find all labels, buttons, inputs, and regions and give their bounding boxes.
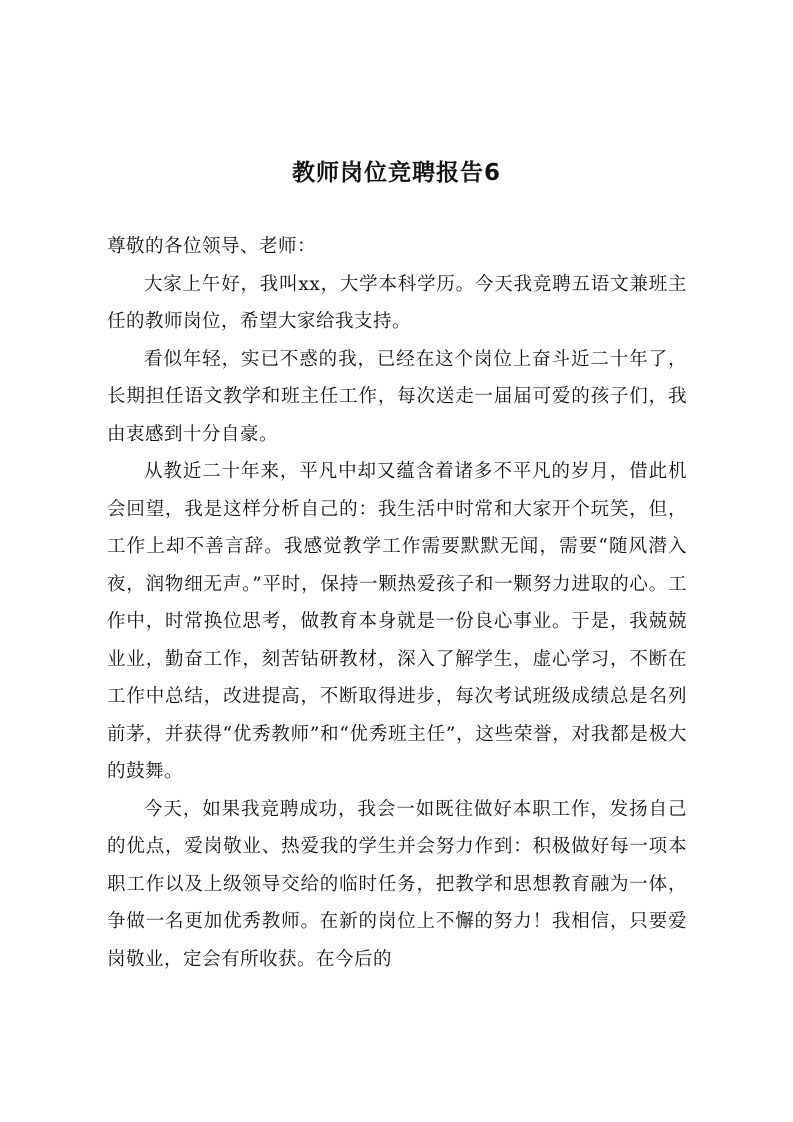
paragraph-4: 今天，如果我竞聘成功，我会一如既往做好本职工作，发扬自己的优点，爱岗敬业、热爱我的学生并会努力作到：积极做好每一项本职工作以及上级领导交给的临时任务，把教学和思想教育融为一体，争做一名更加优秀教师。在新的岗位上不懈的努力！我相信，只要爱岗敬业，定会有所收获。在今后的 xyxy=(107,798,687,970)
paragraph-1: 大家上午好，我叫xx，大学本科学历。今天我竞聘五语文兼班主任的教师岗位，希望大家给我支持。 xyxy=(107,273,687,332)
salutation: 尊敬的各位领导、老师： xyxy=(107,236,317,257)
paragraph-2: 看似年轻，实已不惑的我，已经在这个岗位上奋斗近二十年了，长期担任语文教学和班主任工作，每次送走一届届可爱的孩子们，我由衷感到十分自豪。 xyxy=(107,348,687,445)
document-title: 教师岗位竞聘报告6 xyxy=(291,160,501,186)
document-body xyxy=(107,228,687,978)
paragraph-3: 从教近二十年来，平凡中却又蕴含着诸多不平凡的岁月，借此机会回望，我是这样分析自己的：我生活中时常和大家开个玩笑，但，工作上却不善言辞。我感觉教学工作需要默默无闻，需要“随风潜入夜，润物细无声。”平时，保持一颗热爱孩子和一颗努力进取的心。工作中，时常换位思考，做教育本身就是一份良心事业。于是，我兢兢业业，勤奋工作，刻苦钻研教材，深入了解学生，虚心学习，不断在工作中总结，改进提高，不断取得进步，每次考试班级成绩总是名列前茅，并获得“优秀教师”和“优秀班主任”，这些荣誉，对我都是极大的鼓舞。 xyxy=(107,461,687,782)
